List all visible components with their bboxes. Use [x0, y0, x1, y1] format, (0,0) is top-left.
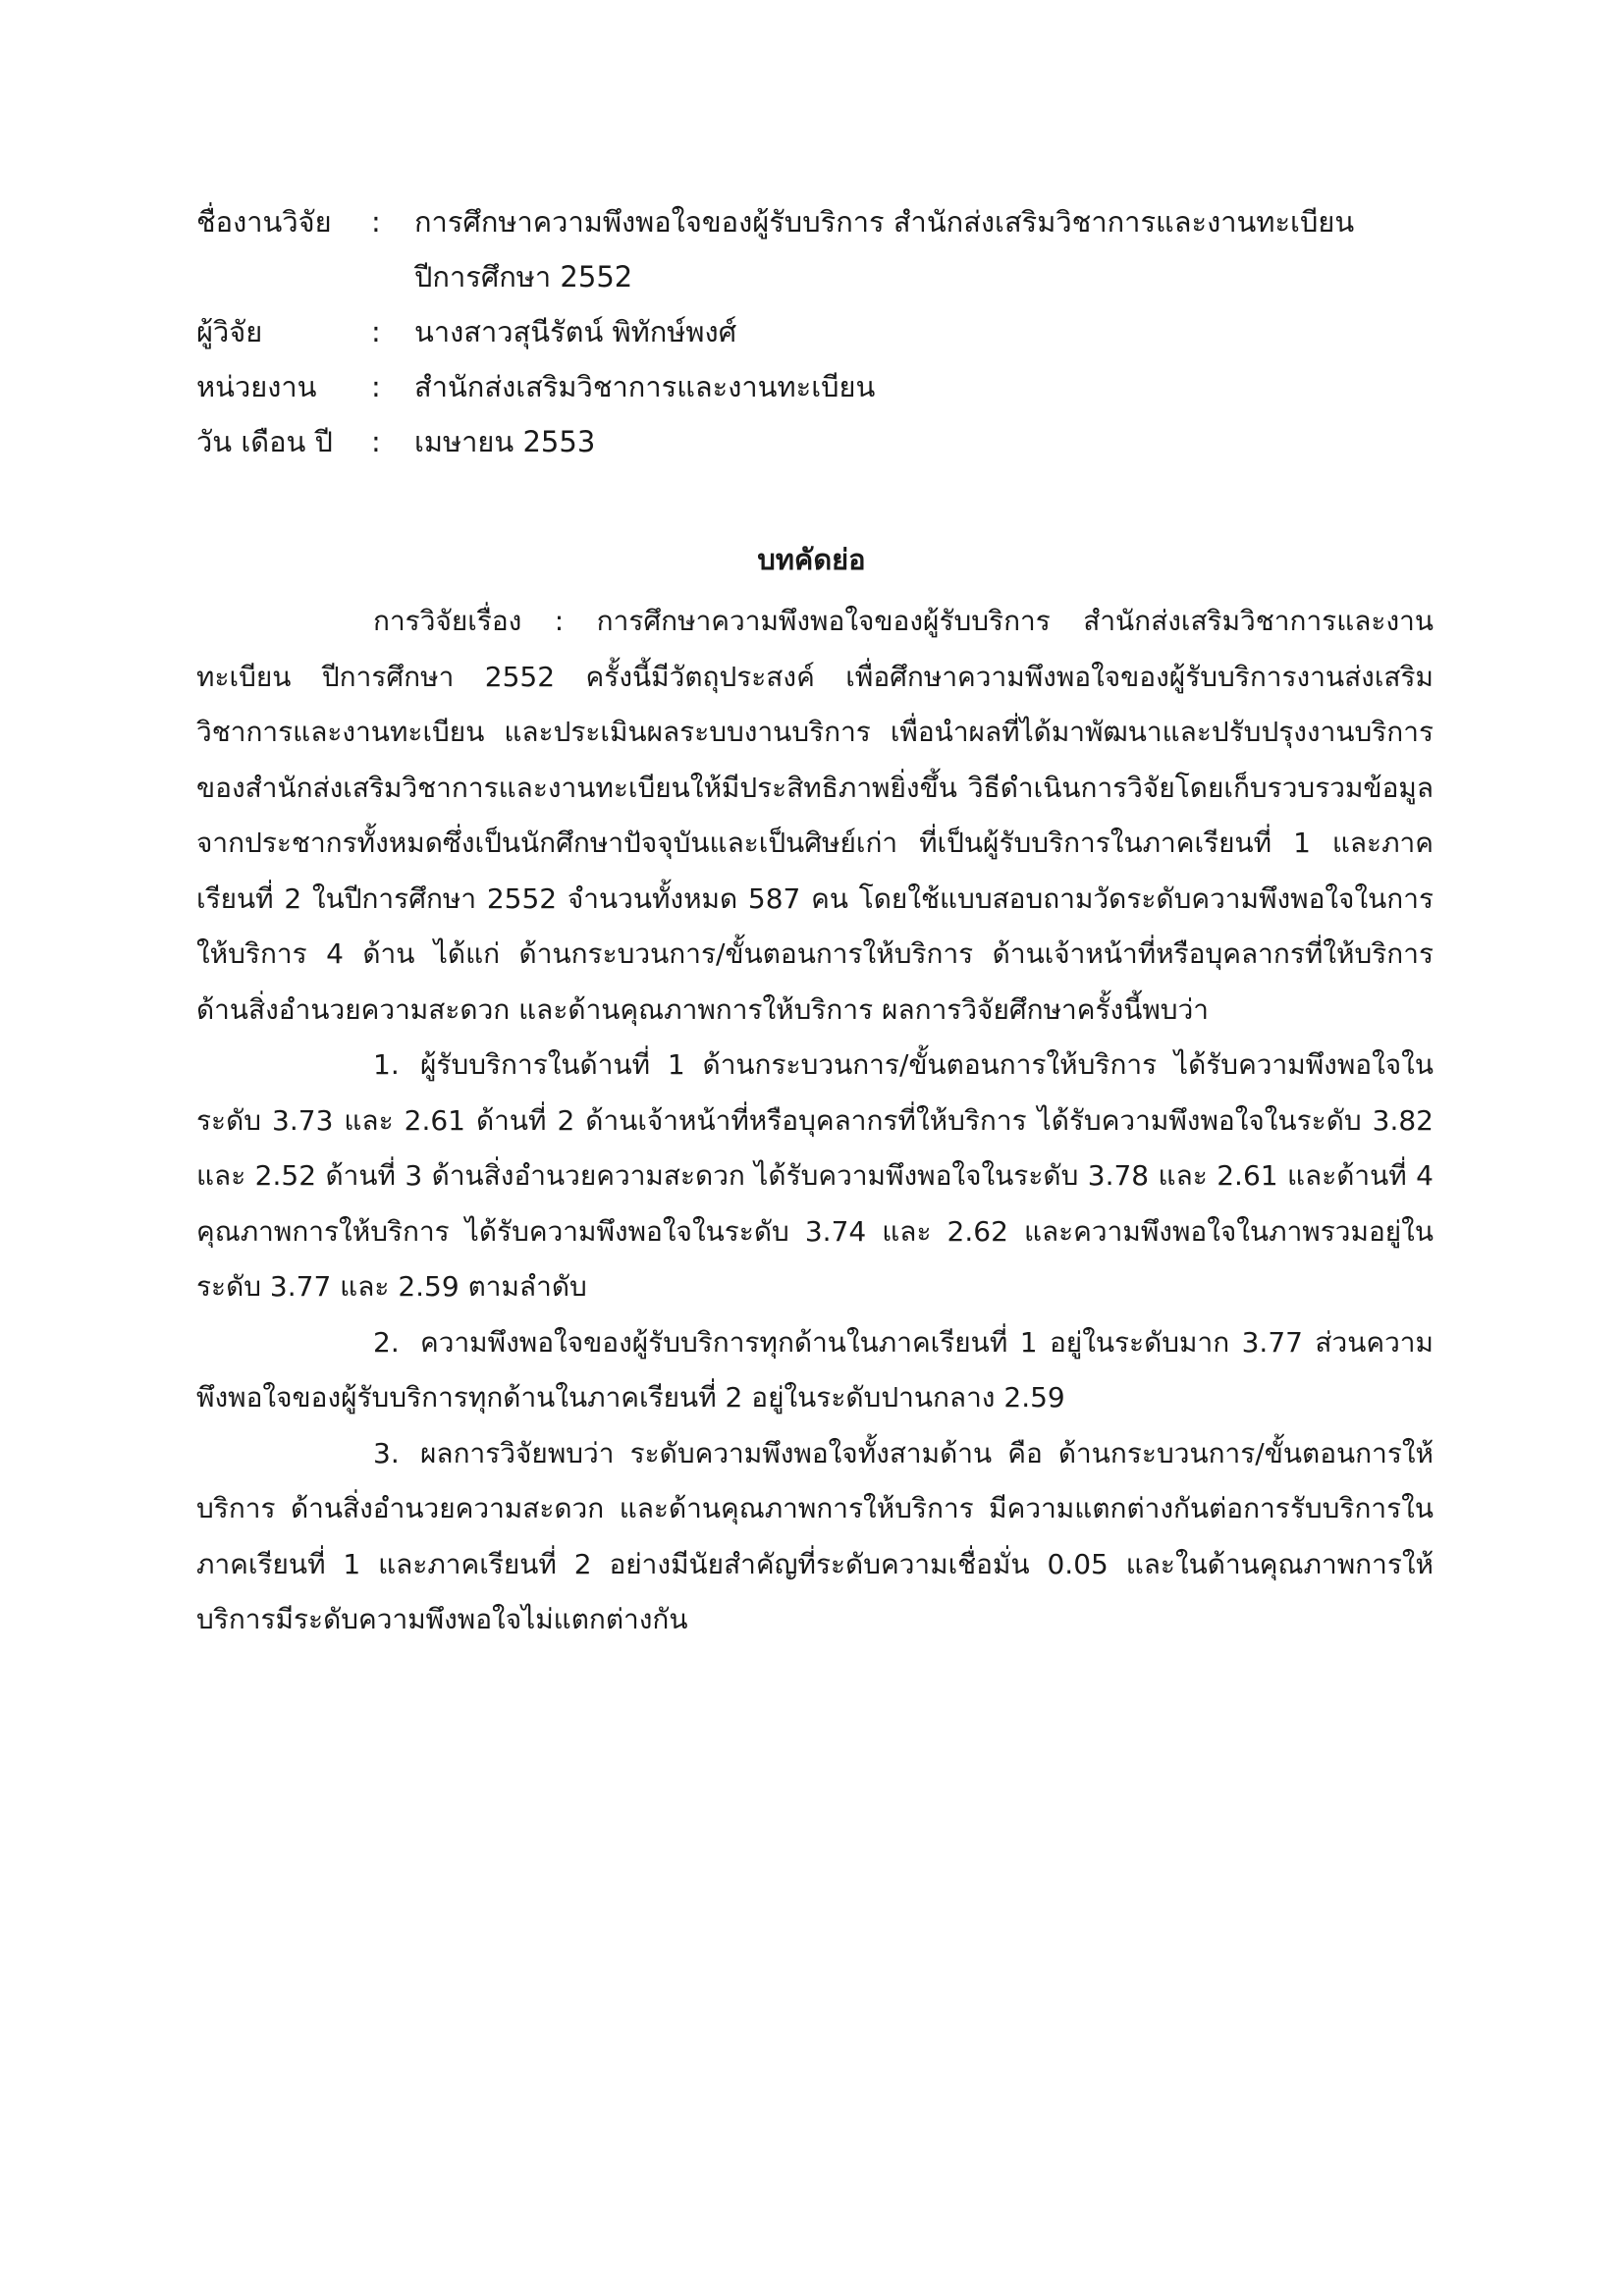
item-text: ผู้รับบริการในด้านที่ 1 ด้านกระบวนการ/ขั้นตอนการให้บริการ ได้รับความพึงพอใจในระดับ 3.73 และ 2.61 ด้านที่ 2 ด้านเจ้าหน้าที่หรือบุคลากรที่ให้บริการ ได้รับความพึงพอใจในระดับ 3.82 และ 2.52 ด้านที่ 3 ด้านสิ่งอำนวยความสะดวก ได้รับความพึงพอใจในระดับ 3.78 และ 2.61 และด้านที่ 4 คุณภาพการให้บริการ ได้รับความพึงพอใจในระดับ 3.74 และ 2.62 และความพึงพอใจในภาพรวมอยู่ในระดับ 3.77 และ 2.59 ตามลำดับ [196, 1048, 1434, 1303]
meta-row-researcher [196, 304, 1434, 359]
item-text: ความพึงพอใจของผู้รับบริการทุกด้านในภาคเรียนที่ 1 อยู่ในระดับมาก 3.77 ส่วนความพึงพอใจของผู้รับบริการทุกด้านในภาคเรียนที่ 2 อยู่ในระดับปานกลาง 2.59 [196, 1325, 1434, 1414]
meta-row-title-continued [196, 249, 1434, 304]
meta-label-researcher: ผู้วิจัย [196, 315, 263, 348]
meta-label-title: ชื่องานวิจัย [196, 205, 332, 239]
meta-label-date: วัน เดือน ปี [196, 425, 333, 458]
meta-colon: : [371, 205, 381, 239]
meta-colon: : [371, 315, 381, 348]
meta-colon: : [371, 370, 381, 403]
abstract-heading: บทคัดย่อ [757, 543, 866, 576]
meta-value-title: การศึกษาความพึงพอใจของผู้รับบริการ สำนักส่งเสริมวิชาการและงานทะเบียน [414, 205, 1355, 239]
item-number: 2. [373, 1325, 400, 1359]
item-number: 3. [373, 1436, 400, 1469]
finding-item-2 [196, 1315, 1434, 1426]
meta-label-department: หน่วยงาน [196, 370, 317, 403]
meta-row-title [196, 194, 1434, 249]
meta-row-date [196, 414, 1434, 469]
abstract-intro-paragraph: การวิจัยเรื่อง : การศึกษาความพึงพอใจของผู้รับบริการ สำนักส่งเสริมวิชาการและงานทะเบียน ปีการศึกษา 2552 ครั้งนี้มีวัตถุประสงค์ เพื่อศึกษาความพึงพอใจของผู้รับบริการงานส่งเสริมวิชาการและงานทะเบียน และประเมินผลระบบงานบริการ เพื่อนำผลที่ได้มาพัฒนาและปรับปรุงงานบริการของสำนักส่งเสริมวิชาการและงานทะเบียนให้มีประสิทธิภาพยิ่งขึ้น วิธีดำเนินการวิจัยโดยเก็บรวบรวมข้อมูลจากประชากรทั้งหมดซึ่งเป็นนักศึกษาปัจจุบันและเป็นศิษย์เก่า ที่เป็นผู้รับบริการในภาคเรียนที่ 1 และภาคเรียนที่ 2 ในปีการศึกษา 2552 จำนวนทั้งหมด 587 คน โดยใช้แบบสอบถามวัดระดับความพึงพอใจในการให้บริการ 4 ด้าน ได้แก่ ด้านกระบวนการ/ขั้นตอนการให้บริการ ด้านเจ้าหน้าที่หรือบุคลากรที่ให้บริการด้านสิ่งอำนวยความสะดวก และด้านคุณภาพการให้บริการ ผลการวิจัยศึกษาครั้งนี้พบว่า [196, 605, 1434, 1026]
meta-colon: : [371, 425, 381, 458]
meta-value-department: สำนักส่งเสริมวิชาการและงานทะเบียน [414, 370, 876, 403]
meta-value-date: เมษายน 2553 [414, 425, 596, 458]
finding-item-1 [196, 1038, 1434, 1315]
item-number: 1. [373, 1048, 400, 1081]
meta-value-researcher: นางสาวสุนีรัตน์ พิทักษ์พงศ์ [414, 315, 737, 348]
research-metadata [196, 194, 1434, 469]
abstract-body [196, 594, 1434, 1648]
finding-item-3 [196, 1426, 1434, 1648]
meta-value-academic-year: ปีการศึกษา 2552 [414, 260, 633, 294]
item-text: ผลการวิจัยพบว่า ระดับความพึงพอใจทั้งสามด้าน คือ ด้านกระบวนการ/ขั้นตอนการให้บริการ ด้านสิ่งอำนวยความสะดวก และด้านคุณภาพการให้บริการ มีความแตกต่างกันต่อการรับบริการในภาคเรียนที่ 1 และภาคเรียนที่ 2 อย่างมีนัยสำคัญที่ระดับความเชื่อมั่น 0.05 และในด้านคุณภาพการให้บริการมีระดับความพึงพอใจไม่แตกต่างกัน [196, 1436, 1434, 1635]
meta-row-department [196, 359, 1434, 414]
